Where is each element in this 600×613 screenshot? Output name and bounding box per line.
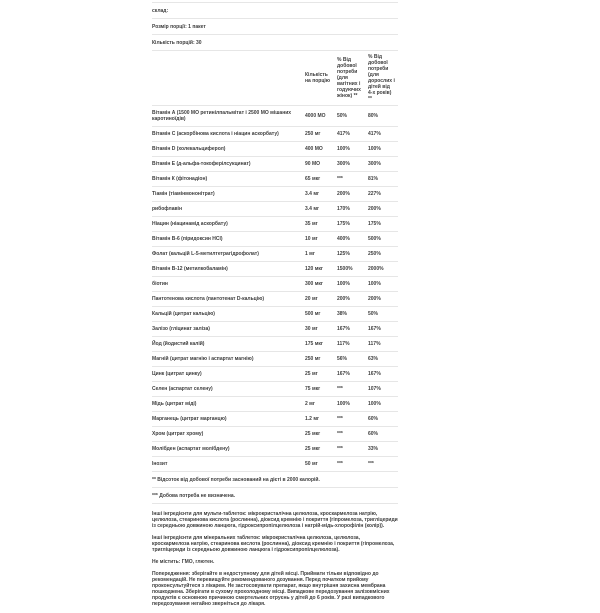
nutrient-dv-pregnant: ***	[337, 416, 343, 422]
table-row	[152, 277, 398, 292]
nutrient-dv-pregnant: 100%	[337, 401, 350, 407]
footnotes	[152, 472, 398, 504]
nutrient-dv-pregnant: 1500%	[337, 266, 353, 272]
nutrient-amount: 175 мкг	[305, 341, 324, 347]
nutrient-dv-adults: 175%	[368, 221, 381, 227]
table-row	[152, 247, 398, 262]
nutrient-amount: 50 мг	[305, 461, 318, 467]
nutrient-name: Вітамін D (холекальциферол)	[152, 146, 226, 152]
nutrient-amount: 75 мкг	[305, 386, 321, 392]
table-row	[152, 292, 398, 307]
nutrient-dv-pregnant: 117%	[337, 341, 350, 347]
footnote: *** Добова потреба не визначена.	[152, 488, 398, 504]
table-row	[152, 232, 398, 247]
nutrient-amount: 25 мкг	[305, 446, 321, 452]
nutrient-name: Тіамін (тіамінмононітрат)	[152, 191, 215, 197]
nutrient-name: Йод (йодистий калій)	[152, 341, 205, 347]
table-row	[152, 307, 398, 322]
nutrient-dv-adults: 250%	[368, 251, 381, 257]
footnote: ** Відсоток від добової потреби заснований на дієті в 2000 калорій.	[152, 472, 398, 488]
table-row	[152, 142, 398, 157]
header-dv-adults: % Від добової потреби (для дорослих і дітей від 4-х років) **	[368, 54, 395, 102]
nutrient-dv-adults: 100%	[368, 401, 381, 407]
nutrient-name: Кальцій (цитрат кальцію)	[152, 311, 215, 317]
nutrient-amount: 35 мг	[305, 221, 318, 227]
nutrient-amount: 10 мг	[305, 236, 318, 242]
nutrient-dv-adults: 107%	[368, 386, 381, 392]
nutrient-dv-pregnant: 38%	[337, 311, 348, 317]
nutrient-dv-pregnant: 50%	[337, 113, 348, 119]
nutrient-amount: 2 мг	[305, 401, 315, 407]
nutrient-name: Вітамін В-6 (піридоксин HCl)	[152, 236, 223, 242]
nutrient-dv-adults: 500%	[368, 236, 381, 242]
table-row	[152, 337, 398, 352]
nutrient-name: Марганець (цитрат марганцю)	[152, 416, 227, 422]
nutrient-dv-pregnant: 100%	[337, 281, 350, 287]
nutrient-dv-pregnant: ***	[337, 431, 343, 437]
table-row	[152, 457, 398, 472]
nutrient-name: Залізо (гліцинат заліза)	[152, 326, 210, 332]
nutrient-dv-pregnant: ***	[337, 176, 343, 182]
nutrient-amount: 250 мг	[305, 131, 321, 137]
nutrient-dv-pregnant: 167%	[337, 326, 350, 332]
nutrient-dv-adults: 300%	[368, 161, 381, 167]
nutrient-dv-adults: 167%	[368, 326, 381, 332]
table-row	[152, 352, 398, 367]
nutrient-amount: 65 мкг	[305, 176, 321, 182]
nutrient-dv-pregnant: 400%	[337, 236, 350, 242]
nutrient-dv-pregnant: ***	[337, 386, 343, 392]
nutrient-amount: 3.4 мг	[305, 191, 320, 197]
nutrient-dv-adults: 100%	[368, 146, 381, 152]
nutrient-amount: 120 мкг	[305, 266, 324, 272]
nutrient-amount: 25 мг	[305, 371, 318, 377]
table-row	[152, 187, 398, 202]
nutrient-dv-adults: 227%	[368, 191, 381, 197]
nutrient-dv-adults: 200%	[368, 296, 381, 302]
info-paragraph: Попередження: зберігайте в недоступному для дітей місці. Приймати тільки відповідно до рекомендацій. Не перевищуйте рекомендованого дозування. Перед початком прийому проконсультуйтеся з лікарем. Не застосовувати препарат, якщо внутрішня захисна мембрана пошкоджена. Зберігати в сухому прохолодному місці. Випадкове передозування залізовмісних продуктів є основною причиною смертельних отруєнь у дітей до 6 років. У разі випадкового передозування негайно зверніться до лікаря.	[152, 571, 390, 607]
table-row	[152, 172, 398, 187]
nutrient-name: Магній (цитрат магнію і аспартат магнію)	[152, 356, 254, 362]
table-row	[152, 322, 398, 337]
nutrient-amount: 250 мг	[305, 356, 321, 362]
supplement-facts-panel	[152, 2, 398, 613]
nutrient-dv-adults: 60%	[368, 431, 379, 437]
nutrient-name: Цинк (цитрат цинку)	[152, 371, 202, 377]
serving-size: Розмір порції: 1 пакет	[152, 19, 398, 35]
table-row	[152, 397, 398, 412]
table-row	[152, 367, 398, 382]
nutrient-name: Вітамін С (аскорбінова кислота і ніацин аскорбату)	[152, 131, 279, 137]
nutrient-dv-adults: 60%	[368, 416, 379, 422]
nutrient-amount: 20 мг	[305, 296, 318, 302]
table-row	[152, 427, 398, 442]
table-row	[152, 442, 398, 457]
nutrient-dv-adults: 100%	[368, 281, 381, 287]
table-row	[152, 202, 398, 217]
nutrient-name: Вітамін А (1500 МО ретинілпальмітат і 2500 МО мішаних каротиноїдів)	[152, 110, 292, 122]
header-dv-pregnant: % Від добової потреби (для вагітних і годуючих жінок) **	[337, 57, 361, 99]
nutrient-dv-pregnant: 175%	[337, 221, 350, 227]
nutrient-name: Пантотенова кислота (пантотенат D-кальцію)	[152, 296, 265, 302]
nutrient-dv-adults: ***	[368, 461, 374, 467]
nutrient-dv-pregnant: 100%	[337, 146, 350, 152]
nutrient-dv-pregnant: 167%	[337, 371, 350, 377]
nutrient-dv-adults: 117%	[368, 341, 381, 347]
nutrient-dv-pregnant: 56%	[337, 356, 348, 362]
nutrient-dv-pregnant: 200%	[337, 191, 350, 197]
table-row	[152, 127, 398, 142]
nutrient-amount: 4000 МО	[305, 113, 326, 119]
servings-count: Кількість порцій: 30	[152, 35, 398, 51]
nutrient-amount: 1 мг	[305, 251, 315, 257]
nutrient-name: Ніацин (ніацинамід аскорбату)	[152, 221, 228, 227]
nutrient-dv-pregnant: ***	[337, 446, 343, 452]
nutrient-dv-pregnant: 300%	[337, 161, 350, 167]
info-paragraphs	[152, 504, 398, 607]
nutrient-dv-adults: 33%	[368, 446, 379, 452]
nutrient-name: Фолат (кальцій L-5-метилтетрагідрофолат)	[152, 251, 259, 257]
nutrient-name: біотин	[152, 281, 168, 287]
nutrient-dv-pregnant: 170%	[337, 206, 350, 212]
info-paragraph: Не містить: ГМО, глютен.	[152, 559, 215, 565]
nutrient-dv-pregnant: 125%	[337, 251, 350, 257]
nutrient-name: Вітамін К (фітонадіон)	[152, 176, 208, 182]
nutrient-dv-adults: 417%	[368, 131, 381, 137]
nutrient-rows	[152, 106, 398, 472]
info-paragraph: Інші інгредієнти для мульти-таблеток: мікрокристалічна целюлоза, кроскармелоза натрію, целюлоза, стеаринова кислота (рослинна), діоксид кремнію і покриття (гіпромелоза, тригліцериди із середньою довжиною ланцюга, гідроксипропілцелюлоза і натрій-мідь-хлорофілін (колір)).	[152, 511, 398, 529]
section-title: склад:	[152, 3, 398, 19]
nutrient-dv-adults: 81%	[368, 176, 379, 182]
nutrient-amount: 1.2 мг	[305, 416, 320, 422]
table-header	[152, 51, 398, 106]
nutrient-name: Вітамін В-12 (метилкобаламін)	[152, 266, 228, 272]
header-amount: Кількість на порцію	[305, 72, 331, 84]
nutrient-name: Мідь (цитрат міді)	[152, 401, 197, 407]
nutrient-amount: 3.4 мг	[305, 206, 320, 212]
nutrient-amount: 500 мг	[305, 311, 321, 317]
nutrient-dv-adults: 200%	[368, 206, 381, 212]
table-row	[152, 217, 398, 232]
nutrient-dv-adults: 80%	[368, 113, 379, 119]
nutrient-amount: 90 МО	[305, 161, 321, 167]
nutrient-amount: 30 мг	[305, 326, 318, 332]
table-row	[152, 382, 398, 397]
nutrient-amount: 300 мкг	[305, 281, 324, 287]
nutrient-dv-pregnant: 200%	[337, 296, 350, 302]
nutrient-dv-adults: 50%	[368, 311, 379, 317]
nutrient-dv-adults: 167%	[368, 371, 381, 377]
nutrient-amount: 25 мкг	[305, 431, 321, 437]
info-paragraph: Інші інгредієнти для мінеральних таблеток: мікрокристалічна целюлоза, целюлоза, кроскармелоза натрію, стеаринова кислота (рослинна), діоксид кремнію і покриття (гіпромелоза, тригліцериди із середньою довжиною ланцюга і гідроксипропілцелюлоза).	[152, 535, 395, 553]
nutrient-name: Хром (цитрат хрому)	[152, 431, 204, 437]
nutrient-dv-adults: 2000%	[368, 266, 384, 272]
nutrient-name: Молібден (аспартат молібдену)	[152, 446, 230, 452]
nutrient-name: рибофлавін	[152, 206, 182, 212]
nutrient-name: Вітамін Е (д-альфа-токоферілсукцинат)	[152, 161, 251, 167]
nutrient-dv-pregnant: 417%	[337, 131, 350, 137]
table-row	[152, 262, 398, 277]
table-row	[152, 106, 398, 127]
table-row	[152, 157, 398, 172]
nutrient-amount: 400 МО	[305, 146, 323, 152]
nutrient-name: Інозит	[152, 461, 168, 467]
nutrient-dv-adults: 63%	[368, 356, 379, 362]
nutrient-dv-pregnant: ***	[337, 461, 343, 467]
table-row	[152, 412, 398, 427]
nutrient-name: Селен (аспартат селену)	[152, 386, 213, 392]
